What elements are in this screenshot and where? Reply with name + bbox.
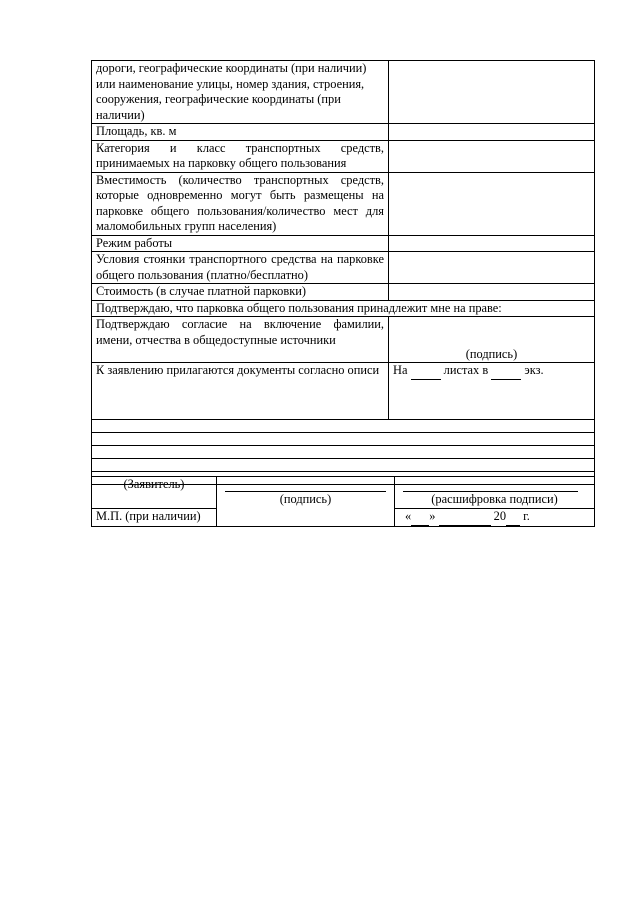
cost-value-cell[interactable] (389, 284, 595, 301)
conditions-value-cell[interactable] (389, 252, 595, 284)
schedule-value-cell[interactable] (389, 235, 595, 252)
year-suffix: г. (523, 509, 530, 523)
copies-count-blank[interactable] (491, 363, 521, 380)
table-row (92, 235, 595, 252)
date-open-quote: « (405, 509, 412, 523)
sheets-suffix: экз. (524, 363, 544, 377)
consent-signature-caption: (подпись) (465, 346, 518, 361)
list-item (92, 433, 595, 446)
list-item (92, 446, 595, 459)
day-blank[interactable] (411, 509, 429, 526)
table-row (92, 300, 595, 317)
conditions-label: Условия стоянки транспортного средства на парковке общего пользования (платно/бесплатно) (92, 252, 389, 284)
category-label: Категория и класс транспортных средств, принимаемых на парковку общего пользования (92, 140, 389, 172)
list-item (92, 459, 595, 472)
list-item (92, 420, 595, 433)
sheets-middle: листах в (443, 363, 489, 377)
decoding-cell[interactable] (395, 477, 595, 509)
date-close-quote: » (429, 509, 436, 523)
blank-line-row[interactable] (92, 420, 595, 433)
table-row (92, 477, 595, 509)
table-row (92, 124, 595, 141)
table-row (92, 61, 595, 124)
capacity-label: Вместимость (количество транспортных средств, которые одновременно могут быть размещены на парковке общего пользования/количество мест для маломобильных групп населения) (92, 172, 389, 235)
sheets-prefix: На (393, 363, 408, 377)
category-value-cell[interactable] (389, 140, 595, 172)
year-prefix: 20 (493, 509, 507, 523)
blank-line-row[interactable] (92, 433, 595, 446)
attachments-label: К заявлению прилагаются документы согласно описи (92, 363, 389, 420)
address-value-cell[interactable] (389, 61, 595, 124)
decoding-caption: (расшифровка подписи) (431, 492, 558, 506)
table-row (92, 172, 595, 235)
application-form-table (91, 60, 595, 485)
address-label: дороги, географические координаты (при наличии) или наименование улицы, номер здания, строения, сооружения, географические координаты (при наличии) (92, 61, 389, 124)
table-row (92, 252, 595, 284)
signature-table (91, 476, 595, 527)
consent-label: Подтверждаю согласие на включение фамилии, имени, отчества в общедоступные источники (92, 317, 389, 363)
consent-signature-cell[interactable] (389, 317, 595, 363)
capacity-value-cell[interactable] (389, 172, 595, 235)
month-blank[interactable] (439, 509, 491, 526)
blank-line-row[interactable] (92, 446, 595, 459)
schedule-label: Режим работы (92, 235, 389, 252)
table-row (92, 284, 595, 301)
date-cell (395, 509, 595, 527)
table-row (92, 363, 595, 420)
attachments-sheets-cell (389, 363, 595, 420)
signature-caption: (подпись) (279, 492, 332, 506)
table-row (92, 140, 595, 172)
blank-line-row[interactable] (92, 459, 595, 472)
stamp-label: М.П. (при наличии) (92, 509, 217, 527)
table-row (92, 317, 595, 363)
year-blank[interactable] (506, 509, 520, 526)
area-label: Площадь, кв. м (92, 124, 389, 141)
cost-label: Стоимость (в случае платной парковки) (92, 284, 389, 301)
sheets-count-blank[interactable] (411, 363, 441, 380)
applicant-label: (Заявитель) (92, 477, 217, 509)
area-value-cell[interactable] (389, 124, 595, 141)
ownership-right-label: Подтверждаю, что парковка общего пользования принадлежит мне на праве: (92, 300, 595, 317)
signature-cell[interactable] (217, 477, 395, 527)
